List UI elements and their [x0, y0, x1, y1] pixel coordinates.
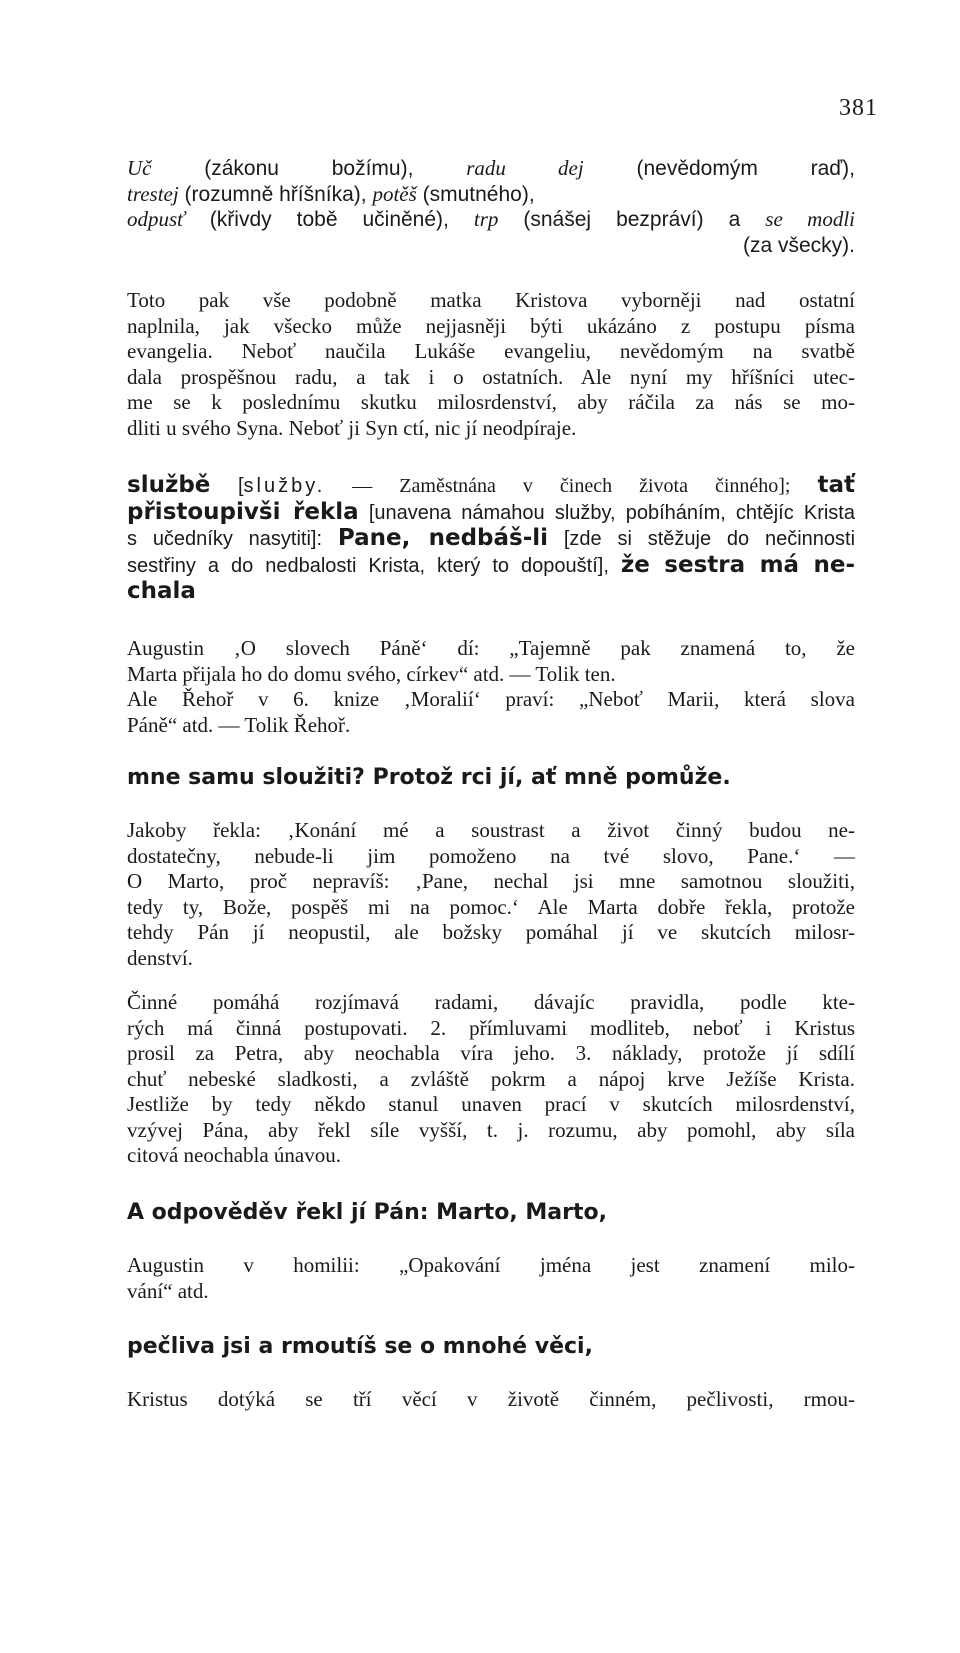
text: sestřiny a do nedbalosti Krista, který to dopouští], — [127, 554, 621, 577]
text-line: Augustin ‚O slovech Páně‘ dí: „Tajemně pak znamená to, že — [127, 636, 855, 660]
text-line: Ale Řehoř v 6. knize ‚Moralií‘ praví: „Neboť Marii, která slova — [127, 687, 855, 711]
lemma: že sestra má ne- — [620, 551, 856, 578]
lemma: tať — [817, 472, 856, 498]
paragraph-mary — [127, 288, 855, 441]
text: [zde si stěžuje do nečinnosti — [548, 528, 856, 550]
text: (rozumně hříšníka), — [178, 182, 373, 206]
text-line: dostatečny, nebude-li jim pomoženo na tvé slovo, Pane.‘ — — [127, 843, 855, 868]
text: — Zaměstnána v činech života činného]; — [325, 475, 818, 497]
text-line: rých má činná postupovati. 2. přímluvami modliteb, neboť i Kristus — [127, 1015, 855, 1040]
text-line — [127, 579, 855, 606]
term-potes: potěš — [372, 181, 417, 206]
mercy-line-1 — [127, 156, 855, 182]
lemma: přistoupivši řekla — [127, 498, 359, 525]
paragraph-cinne — [127, 990, 855, 1169]
text-line: Toto pak vše podobně matka Kristova vyborněji nad ostatní — [127, 288, 855, 312]
lemma: chala — [127, 578, 196, 604]
lemma: službě — [127, 472, 211, 498]
text-line: dliti u svého Syna. Neboť ji Syn ctí, nic jí neodpíraje. — [127, 415, 577, 440]
term-radu-dej: radu dej — [466, 156, 584, 180]
text-line: chuť nebeské sladkosti, a zvláště pokrm a nápoj krve Ježíše Krista. — [127, 1066, 855, 1091]
text-line — [127, 473, 855, 500]
text-line: Augustin v homilii: „Opakování jména jest znamení milo- — [127, 1253, 855, 1277]
text: (zákonu božímu), — [151, 157, 467, 180]
text: [ — [210, 475, 244, 497]
text-line: me se k poslednímu skutku milosrdenství, aby ráčila za nás se mo- — [127, 390, 855, 414]
text: [unavena námahou služby, pobíháním, chtějíc Krista — [358, 501, 855, 524]
text: s učedníky nasytiti]: — [127, 528, 338, 550]
paragraph-jakoby — [127, 818, 855, 971]
text-line: Páně“ atd. — Tolik Řehoř. — [127, 712, 351, 737]
text-line: vání“ atd. — [127, 1278, 209, 1303]
text-line: Kristus dotýká se tří věcí v životě činném, pečlivosti, rmou- — [127, 1387, 855, 1411]
term-se-modli: se modli — [765, 207, 855, 231]
text-line: naplnila, jak všecko může nejjasněji býti ukázáno z postupu písma — [127, 313, 855, 338]
text-line: dala prospěšnou radu, a tak i o ostatních. Ale nyní my hříšníci utec- — [127, 364, 855, 389]
text-line: citová neochabla únavou. — [127, 1143, 341, 1167]
text-line: evangelia. Neboť naučila Lukáše evangeliu, nevědomým na svatbě — [127, 339, 855, 363]
mercy-line-2 — [127, 182, 855, 208]
text-line: denství. — [127, 945, 193, 970]
paragraph-kristus — [127, 1387, 855, 1413]
commentary-sluzbe — [127, 473, 855, 606]
term-trp: trp — [473, 207, 499, 231]
text-line: O Marto, proč nepravíš: ‚Pane, nechal jsi mne samotnou sloužiti, — [127, 869, 855, 893]
text-line — [127, 526, 855, 553]
lemma-heading: pečliva jsi a rmoutíš se o mnohé věci, — [127, 1334, 593, 1359]
term-odpust: odpusť — [127, 207, 185, 231]
term-uc: Uč — [127, 156, 152, 180]
spaced-text: služby. — [243, 475, 326, 497]
page-number: 381 — [839, 95, 878, 121]
text-line: tedy ty, Bože, pospěš mi na pomoc.‘ Ale Marta dobře řekla, protože — [127, 894, 855, 919]
paragraph-homilie — [127, 1253, 855, 1304]
text: (smutného), — [416, 182, 535, 206]
term-trestej: trestej — [127, 181, 179, 206]
mercy-line-3 — [127, 207, 855, 233]
text-line: Jakoby řekla: ‚Konání mé a soustrast a život činný budou ne- — [127, 818, 855, 842]
lemma-heading: mne samu sloužiti? Protož rci jí, ať mně pomůže. — [127, 765, 731, 790]
text-line — [127, 500, 855, 527]
text: (snášej bezpráví) a — [498, 208, 766, 231]
paragraph-augustin — [127, 636, 855, 738]
text: (křivdy tobě učiněné), — [184, 208, 474, 231]
text-line: vzývej Pána, aby řekl síle vyšší, t. j. rozumu, aby pomohl, aby síla — [127, 1117, 855, 1142]
mercy-list — [127, 156, 855, 258]
text-line: prosil za Petra, aby neochabla víra jeho. 3. náklady, protože jí sdílí — [127, 1041, 855, 1065]
text-line: tehdy Pán jí neopustil, ale božsky pomáhal jí ve skutcích milosr- — [127, 920, 855, 944]
text-line: Jestliže by tedy někdo stanul unaven prací v skutcích milosrdenství, — [127, 1092, 855, 1116]
lemma-heading: A odpověděv řekl jí Pán: Marto, Marto, — [127, 1200, 607, 1225]
text-line — [127, 553, 855, 580]
text-line: Marta přijala ho do domu svého, církev“ atd. — Tolik ten. — [127, 661, 616, 686]
text: (nevědomým raď), — [583, 157, 856, 180]
mercy-line-4: (za všecky). — [742, 233, 855, 257]
text-line: Činné pomáhá rozjímavá radami, dávajíc pravidla, podle kte- — [127, 990, 855, 1014]
lemma: Pane, nedbáš-li — [337, 525, 549, 551]
